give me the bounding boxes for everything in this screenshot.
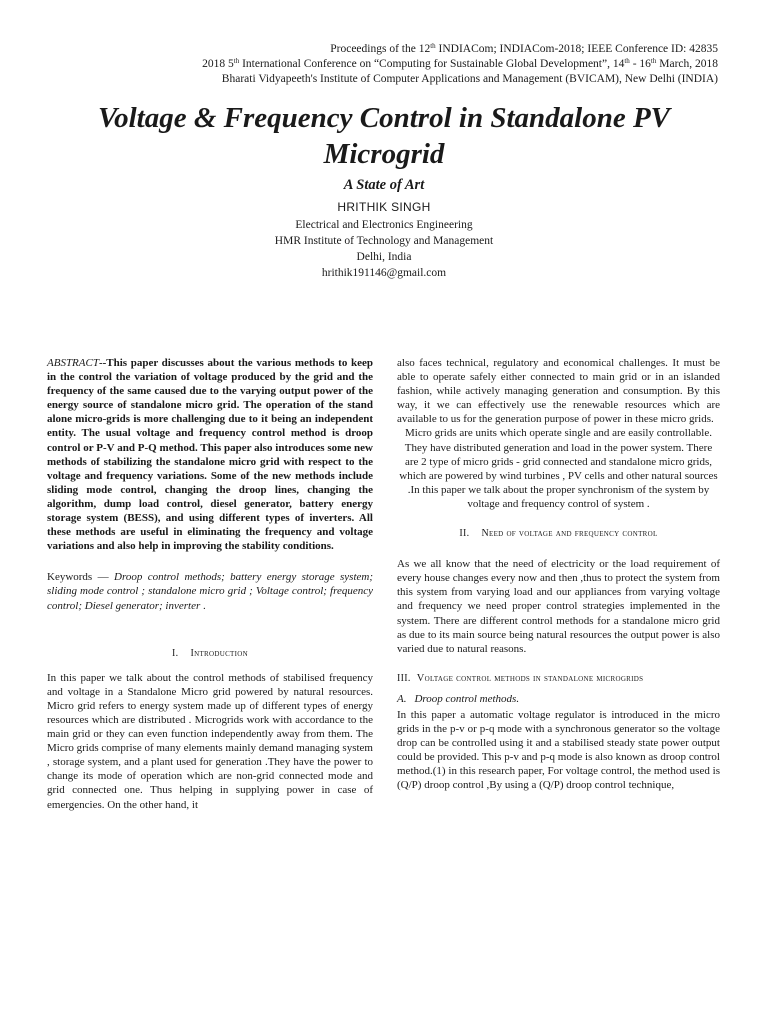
abstract-label: ABSTRACT [47, 357, 99, 369]
microgrid-paragraph: Micro grids are units which operate single and are easily controllable. They have distributed generation and load in the power system. There are 2 type of micro grids - grid connected and standalone micro grids, which are powered by wind turbines , PV cells and other natural sources .In this paper we talk about the proper synchronism of the system by voltage and frequency control of system . [399, 427, 718, 510]
section-heading-introduction: I. Introduction [172, 647, 248, 659]
author-location: Delhi, India [356, 251, 412, 263]
intro-paragraph: In this paper we talk about the control methods of stabilised frequency and voltage in a Standalone Micro grid powered by natural resources. Micro grid refers to energy system made up of different types of energy resources which are distributed . Microgrids work with accordance to the main grid or they can even function independently away from them. The Micro grids comprise of many elements mainly demand managing system , storage system, and a plant used for generation .They have the power to change its mode of operation which are non-grid connected mode and grid connected one. Thus helping in supplying power in case of emergencies. On the other hand, it [47, 671, 373, 811]
header-line-proceedings: Proceedings of the 12th INDIACom; INDIACom-2018; IEEE Conference ID: 42835 [330, 42, 718, 55]
abstract [47, 356, 373, 553]
keywords-text: Droop control methods; battery energy storage system; sliding mode control ; standalone micro grid ; Voltage control; frequency control; Diesel generator; inverter [47, 571, 373, 612]
keywords: Keywords — Droop control methods; battery energy storage system; sliding mode control ; standalone micro grid ; Voltage control; frequency control; Diesel generator; inverter . [47, 571, 373, 612]
right-column [397, 356, 720, 793]
left-column [47, 356, 373, 812]
abstract-text: --This paper discusses about the various methods to keep in the control the variation of voltage produced by the grid and the frequency of the same caused due to the varying output power of the energy source of standalone micro grid. The operation of the stand alone micro-grids is more challenging due to it being an independent entity. The usual voltage and frequency control method is droop control or P-V and P-Q method. This paper also introduces some new methods of stabilizing the standalone micro grid with respect to the voltage and frequency variations. Some of the new methods include sliding mode control, changing the droop lines, changing the algorithm, dump load control, diesel generator, battery energy storage system (BESS), and using different types of inverters. All these methods are useful in eliminating the frequency and voltage variations and also help in improving the stability conditions. [47, 357, 373, 553]
keywords-label: Keywords — [47, 571, 114, 584]
paper-title: Voltage & Frequency Control in Standalone PV Microgrid [97, 102, 671, 170]
paper-subtitle: A State of Art [343, 177, 425, 193]
section-heading-methods: III. Voltage control methods in standalone microgrids [397, 672, 644, 684]
intro-paragraph-continued: also faces technical, regulatory and economical challenges. It must be able to operate safely either connected to main grid or in an islanded fashion, while actively managing generation and consumption. By this way, it we can effectively use the renewable resources which are available to us for the generation purpose of power in these micro grids. [397, 357, 720, 426]
subsection-heading-droop: A. Droop control methods. [397, 692, 520, 705]
author-name: HRITHIK SINGH [337, 200, 431, 214]
author-institute: HMR Institute of Technology and Management [274, 235, 494, 247]
conference-header [100, 42, 718, 87]
section-heading-need: II. Need of voltage and frequency control [459, 528, 658, 540]
header-line-conference: 2018 5th International Conference on “Computing for Sustainable Global Development”, 14th - 16th March, 2018 [202, 57, 718, 70]
need-paragraph: As we all know that the need of electricity or the load requirement of every house changes every now and then ,thus to protect the system from this system from varying load and our appliances from varying voltage and frequency we need proper control strategies implemented in the system. There are different control methods for a standalone micro grid as due to its main source being natural resources the output power is also varied due to natural reasons. [397, 558, 720, 655]
author-department: Electrical and Electronics Engineering [295, 219, 473, 231]
droop-paragraph: In this paper a automatic voltage regulator is introduced in the micro grids in the p-v or p-q mode with a synchronous generator so the voltage drop can be controlled using it and a stabilised steady state power output could be provided. This p-v and p-q mode is also known as droop control method.(1) in this research paper, For voltage control, the method used is (Q/P) droop control ,By using a (Q/P) droop control technique, [397, 708, 720, 792]
author-email: hrithik191146@gmail.com [321, 267, 447, 279]
author-affiliation [0, 217, 768, 281]
header-line-venue: Bharati Vidyapeeth's Institute of Computer Applications and Management (BVICAM), New Delhi (INDIA) [221, 73, 718, 85]
